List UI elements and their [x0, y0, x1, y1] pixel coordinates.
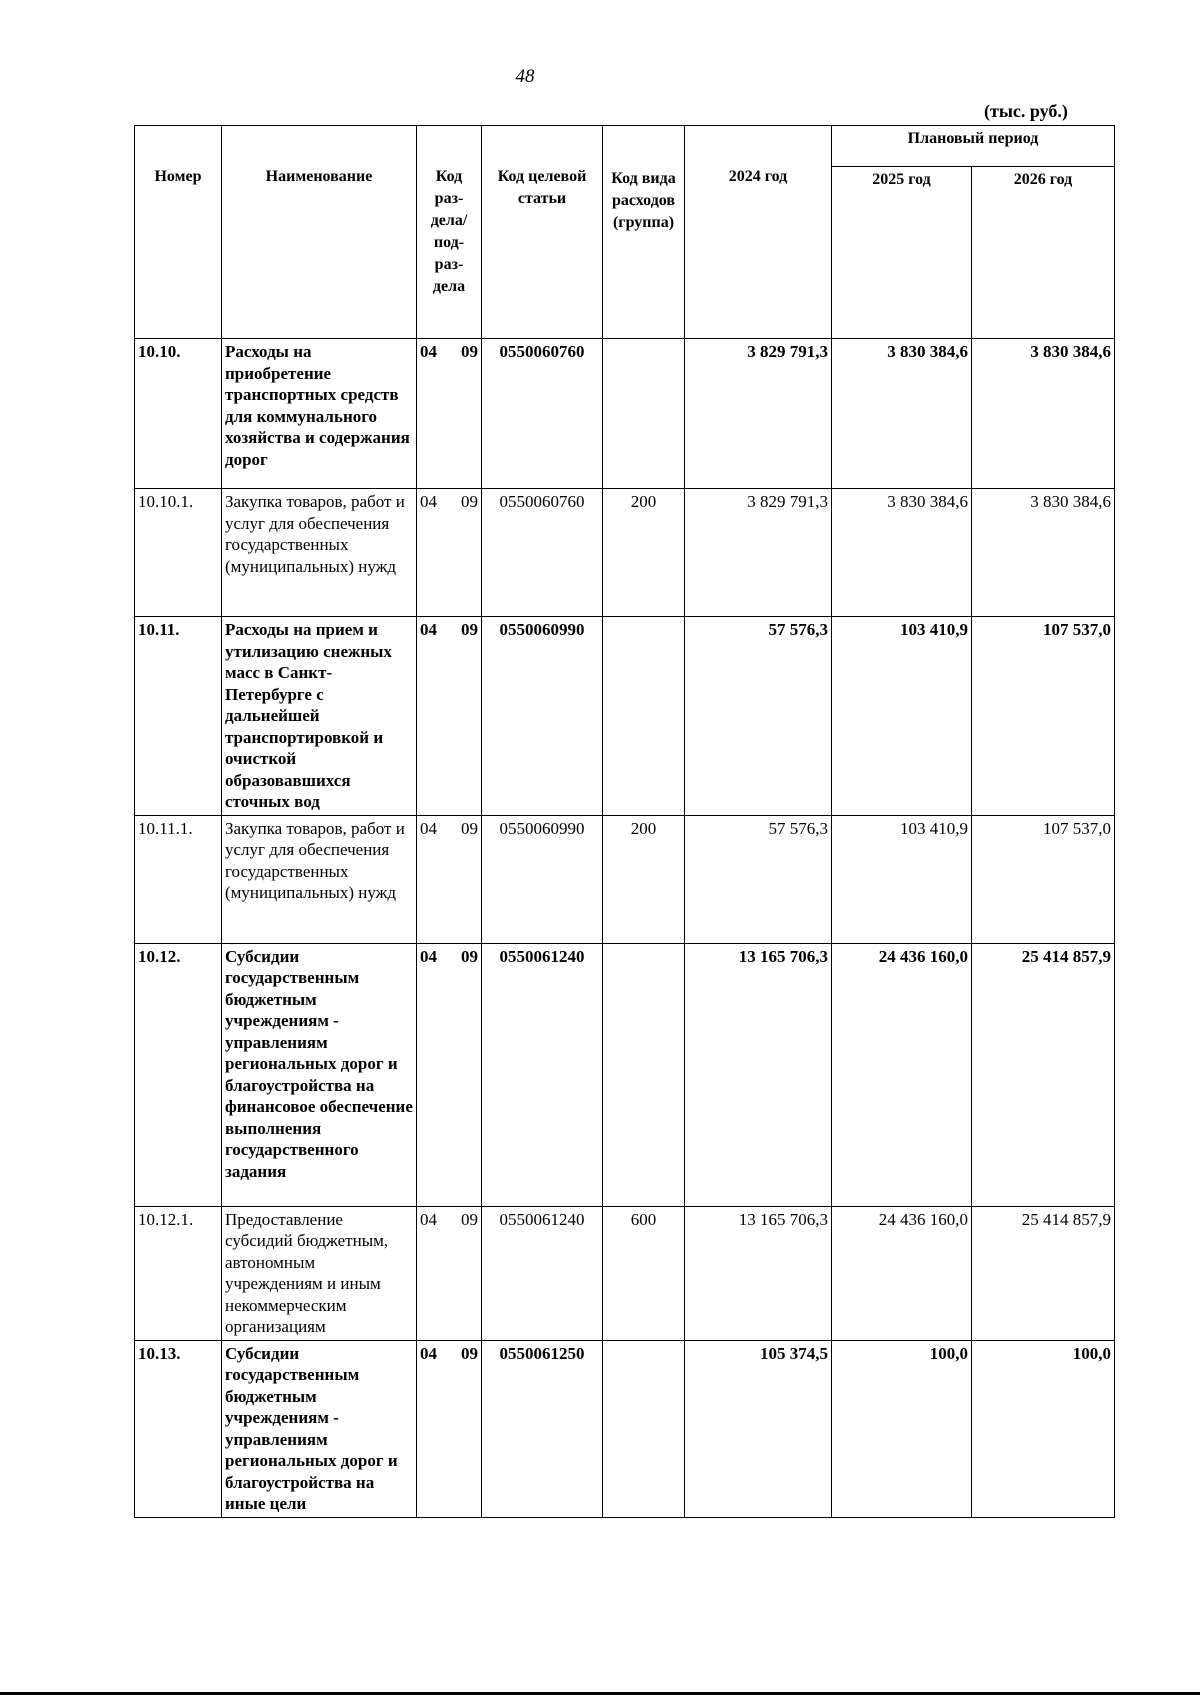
- page-number: 48: [515, 66, 535, 87]
- row-value-2026: 100,0: [972, 1340, 1115, 1517]
- row-number: 10.13.: [135, 1340, 222, 1517]
- row-number: 10.11.: [135, 617, 222, 816]
- row-target-code: 0550061240: [482, 1206, 603, 1340]
- header-year-2025: 2025 год: [832, 167, 972, 339]
- row-name: Расходы на приобретение транспортных средств для коммунального хозяйства и содержания дорог: [222, 339, 417, 489]
- header-section-code: Код раз-дела/ под-раз-дела: [417, 126, 482, 339]
- row-name: Субсидии государственным бюджетным учреждениям - управлениям региональных дорог и благоустройства на финансовое обеспечение выполнения государственного задания: [222, 943, 417, 1206]
- row-section-code: 04 09: [417, 1340, 482, 1517]
- budget-table: [134, 125, 1115, 1518]
- row-value-2025: 100,0: [832, 1340, 972, 1517]
- row-section-code: 04 09: [417, 815, 482, 943]
- units-label: (тыс. руб.): [984, 101, 1068, 121]
- header-year-2024: 2024 год: [685, 126, 832, 339]
- header-planning-period: Плановый период: [832, 126, 1115, 167]
- row-expense-kind: [603, 1340, 685, 1517]
- row-expense-kind: 200: [603, 815, 685, 943]
- row-expense-kind: [603, 943, 685, 1206]
- table-row: [135, 617, 1115, 816]
- row-expense-kind: [603, 617, 685, 816]
- row-value-2026: 25 414 857,9: [972, 943, 1115, 1206]
- row-section-code: 04 09: [417, 617, 482, 816]
- table-row: [135, 815, 1115, 943]
- row-value-2024: 13 165 706,3: [685, 1206, 832, 1340]
- row-value-2025: 3 830 384,6: [832, 489, 972, 617]
- row-target-code: 0550061240: [482, 943, 603, 1206]
- row-value-2024: 57 576,3: [685, 617, 832, 816]
- row-section-code: 04 09: [417, 489, 482, 617]
- row-number: 10.10.1.: [135, 489, 222, 617]
- row-value-2024: 13 165 706,3: [685, 943, 832, 1206]
- row-section-code: 04 09: [417, 339, 482, 489]
- row-value-2025: 24 436 160,0: [832, 1206, 972, 1340]
- table-row: [135, 943, 1115, 1206]
- row-value-2025: 103 410,9: [832, 617, 972, 816]
- row-number: 10.11.1.: [135, 815, 222, 943]
- table-row: [135, 1340, 1115, 1517]
- row-section-code: 04 09: [417, 943, 482, 1206]
- row-value-2025: 3 830 384,6: [832, 339, 972, 489]
- row-value-2026: 107 537,0: [972, 617, 1115, 816]
- row-value-2026: 25 414 857,9: [972, 1206, 1115, 1340]
- row-expense-kind: 200: [603, 489, 685, 617]
- row-expense-kind: 600: [603, 1206, 685, 1340]
- row-value-2024: 3 829 791,3: [685, 489, 832, 617]
- table-row: [135, 339, 1115, 489]
- table-row: [135, 1206, 1115, 1340]
- row-expense-kind: [603, 339, 685, 489]
- row-name: Закупка товаров, работ и услуг для обеспечения государственных (муниципальных) нужд: [222, 815, 417, 943]
- row-value-2024: 57 576,3: [685, 815, 832, 943]
- row-target-code: 0550060990: [482, 617, 603, 816]
- header-expense-kind-code: Код вида расходов (группа): [603, 126, 685, 339]
- header-target-code: Код целевой статьи: [482, 126, 603, 339]
- row-value-2026: 3 830 384,6: [972, 489, 1115, 617]
- row-target-code: 0550060990: [482, 815, 603, 943]
- header-name: Наименование: [222, 126, 417, 339]
- row-number: 10.10.: [135, 339, 222, 489]
- row-name: Закупка товаров, работ и услуг для обеспечения государственных (муниципальных) нужд: [222, 489, 417, 617]
- row-value-2026: 3 830 384,6: [972, 339, 1115, 489]
- header-number: Номер: [135, 126, 222, 339]
- row-name: Расходы на прием и утилизацию снежных масс в Санкт-Петербурге с дальнейшей транспортировкой и очисткой образовавшихся сточных вод: [222, 617, 417, 816]
- table-row: [135, 489, 1115, 617]
- row-section-code: 04 09: [417, 1206, 482, 1340]
- row-number: 10.12.: [135, 943, 222, 1206]
- row-target-code: 0550060760: [482, 489, 603, 617]
- header-year-2026: 2026 год: [972, 167, 1115, 339]
- row-target-code: 0550060760: [482, 339, 603, 489]
- row-value-2024: 3 829 791,3: [685, 339, 832, 489]
- row-number: 10.12.1.: [135, 1206, 222, 1340]
- row-value-2024: 105 374,5: [685, 1340, 832, 1517]
- row-value-2025: 24 436 160,0: [832, 943, 972, 1206]
- row-target-code: 0550061250: [482, 1340, 603, 1517]
- row-value-2026: 107 537,0: [972, 815, 1115, 943]
- row-name: Субсидии государственным бюджетным учреждениям - управлениям региональных дорог и благоустройства на иные цели: [222, 1340, 417, 1517]
- row-name: Предоставление субсидий бюджетным, автономным учреждениям и иным некоммерческим организациям: [222, 1206, 417, 1340]
- row-value-2025: 103 410,9: [832, 815, 972, 943]
